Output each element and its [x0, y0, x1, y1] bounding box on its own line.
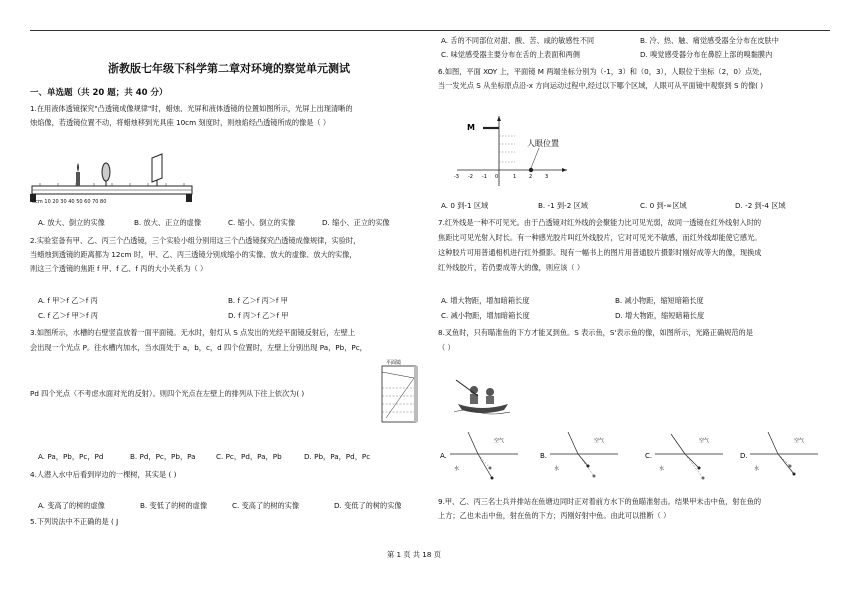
- q1-stem-1: 1.在用液体透镜探究"凸透镜成像规律"时，蜡烛、光屏和液体透镜的位置如图所示，光屏上出现清晰的: [30, 104, 353, 113]
- q2-stem-3: 则这三个透镜的焦距 f 甲、f 乙、f 丙的大小关系为（ ）: [30, 264, 208, 273]
- eye-position-label: 人眼位置: [527, 139, 559, 148]
- q8-stem-1: 8.叉鱼时，只有瞄准鱼的下方才能叉到鱼。S 表示鱼，S'表示鱼的像，如图所示，光路正确规范的是: [438, 328, 753, 337]
- tick-label: 3: [545, 174, 549, 180]
- q7-stem-4: 红外线胶片，若仍要成等大的像，则应该（ ）: [438, 263, 585, 272]
- q1-option-b: B. 放大、正立的虚像: [134, 218, 202, 227]
- q2-option-c: C. f 乙＞f 甲＞f 丙: [38, 311, 98, 320]
- q6-stem-1: 6.如图，平面 XOY 上，平面镜 M 两端坐标分别为（-1，3）和（0，3），人眼位于坐标（2，0）点处，: [438, 67, 767, 76]
- q7-option-c: C. 减小物距，增加暗箱长度: [441, 311, 530, 320]
- q8-diagram-b: [540, 432, 618, 478]
- q3-option-b: B. Pd，Pc，Pb，Pa: [130, 452, 196, 461]
- q4-option-d: D. 变低了的树的实像: [334, 501, 402, 510]
- q8-label-c: C.: [645, 452, 653, 460]
- page-footer: 第 1 页 共 18 页: [387, 550, 441, 559]
- q7-option-b: B. 减小物距，缩短暗箱长度: [615, 296, 704, 305]
- optical-bench-figure: [30, 150, 195, 205]
- q3-option-c: C. Pc，Pd，Pa，Pb: [216, 452, 282, 461]
- water-tank-figure: [378, 356, 422, 426]
- q8-label-a: A.: [440, 452, 447, 460]
- air-label: 空气: [594, 438, 605, 444]
- q8-diagram-a: [440, 432, 518, 480]
- fishing-illustration: [452, 372, 512, 416]
- tick-label: -1: [482, 174, 487, 180]
- q8-stem-2: （ ）: [438, 343, 455, 352]
- tick-label: 2: [529, 174, 533, 180]
- q1-stem-2: 烛焰像，若透镜位置不动，将蜡烛移到光具座 10cm 刻度时，则烛焰经凸透镜所成的像是（ ）: [30, 118, 331, 127]
- q2-stem-1: 2.实验室备有甲、乙、丙三个凸透镜，三个实验小组分别用这三个凸透镜探究凸透镜成像规律，实验时，: [30, 236, 361, 245]
- q8-label-b: B.: [540, 452, 548, 460]
- mirror-m-label: M: [467, 123, 475, 132]
- q2-option-b: B. f 乙＞f 丙＞f 甲: [228, 296, 288, 305]
- coordinate-figure: [455, 112, 575, 188]
- q7-option-d: D. 增大物距，缩短暗箱长度: [615, 311, 705, 320]
- q6-option-d: D. -2 到-4 区域: [735, 201, 786, 210]
- water-label: 水: [659, 466, 665, 472]
- top-rule: [30, 30, 830, 31]
- q9-stem-1: 9.甲、乙、丙三名士兵并排站在鱼塘边同时正对着前方水下的鱼瞄准射击。结果甲未击中鱼，射在鱼的: [438, 497, 762, 506]
- q2-stem-2: 当蜡烛到透镜的距离都为 12cm 时，甲、乙、丙三透镜分别成缩小的实像、放大的虚像、放大的实像，: [30, 250, 357, 259]
- q1-option-d: D. 缩小、正立的实像: [322, 218, 390, 227]
- section-heading: 一、单选题（共 20 题；共 40 分）: [30, 88, 168, 98]
- q7-stem-3: 这种胶片可用普通相机进行红外摄影。现有一幅书上的图片用普通胶片摄影时刚好成等大的像，现换成: [438, 248, 762, 257]
- q8-diagram-d: [740, 432, 818, 476]
- page-title: 浙教版七年级下科学第二章对环境的察觉单元测试: [108, 62, 350, 75]
- q4-stem: 4.人潜入水中后看到岸边的一棵树，其实是 ( ): [30, 470, 177, 479]
- q4-option-c: C. 变高了的树的实像: [232, 501, 300, 510]
- q8-diagram-c: [645, 434, 723, 480]
- q3-option-a: A. Pa，Pb，Pc，Pd: [38, 452, 104, 461]
- tick-label: -2: [468, 174, 473, 180]
- q5-option-a: A. 舌的不同部位对甜、酸、苦、咸的敏感性不同: [441, 36, 595, 45]
- water-label: 水: [754, 466, 760, 472]
- q4-option-b: B. 变低了的树的虚像: [140, 501, 208, 510]
- q2-option-a: A. f 甲＞f 乙＞f 丙: [38, 296, 98, 305]
- q7-stem-2: 焦距比可见光射入时长。有一种感光胶片叫红外线胶片，它对可见光不敏感，而红外线却能使它感光。: [438, 233, 762, 242]
- q3-stem-3: Pd 四个光点（不考虑水面对光的反射）。则四个光点在左壁上的排列从下往上依次为( ): [30, 389, 305, 398]
- q8-label-d: D.: [740, 452, 748, 460]
- q3-option-d: D. Pb，Pa，Pd，Pc: [304, 452, 371, 461]
- tick-label: -3: [454, 174, 459, 180]
- air-label: 空气: [494, 438, 505, 444]
- air-label: 空气: [794, 438, 805, 444]
- q3-stem-1: 3.如图所示，水槽的右壁竖直放着一面平面镜。无水时，射灯从 S 点发出的光经平面镜反射后，左壁上: [30, 328, 356, 337]
- q9-stem-2: 上方；乙也未击中鱼，射在鱼的下方；丙刚好射中鱼。由此可以推断（ ）: [438, 511, 671, 520]
- q7-stem-1: 7.红外线是一种不可见光。由于凸透镜对红外线的会聚能力比可见光弱，故同一透镜在红外线射入时的: [438, 218, 762, 227]
- q6-stem-2: 当一发光点 S 从坐标原点沿-x 方向运动过程中,经过以下哪个区域，人眼可从平面镜中观察到 S 的像( ): [438, 81, 764, 90]
- q2-option-d: D. f 丙＞f 乙＞f 甲: [228, 311, 289, 320]
- air-label: 空气: [699, 438, 710, 444]
- q6-option-b: B. -1 到-2 区域: [538, 201, 588, 210]
- q6-option-c: C. 0 到-∞区域: [640, 201, 687, 210]
- q1-option-c: C. 缩小、倒立的实像: [228, 218, 296, 227]
- q7-option-a: A. 增大物距，增加暗箱长度: [441, 296, 530, 305]
- q6-option-a: A. 0 到-1 区域: [441, 201, 489, 210]
- q5-option-d: D. 嗅觉感受器分布在鼻腔上部的嗅黏膜内: [640, 50, 773, 59]
- q1-option-a: A. 放大、倒立的实像: [38, 218, 105, 227]
- bench-scale: 0cm 10 20 30 40 50 60 70 80: [32, 199, 107, 205]
- q5-option-b: B. 冷、热、触、痛觉感受器全分布在皮肤中: [640, 36, 779, 45]
- q8-diagrams: [438, 428, 838, 488]
- mirror-label: 平面镜: [386, 360, 402, 366]
- q3-stem-2: 会出现一个光点 P。往水槽内加水，当水面处于 a，b，c，d 四个位置时，左壁上分别出现 Pa，Pb，Pc，: [30, 343, 367, 352]
- q5-option-c: C. 味觉感受器主要分布在舌的上表面和两侧: [441, 50, 580, 59]
- q4-option-a: A. 变高了的树的虚像: [38, 501, 105, 510]
- tick-label: 1: [513, 174, 517, 180]
- tick-label: 0: [495, 174, 499, 180]
- water-label: 水: [454, 466, 460, 472]
- water-label: 水: [554, 466, 560, 472]
- q5-stem: 5.下列说法中不正确的是 ( J: [30, 517, 119, 526]
